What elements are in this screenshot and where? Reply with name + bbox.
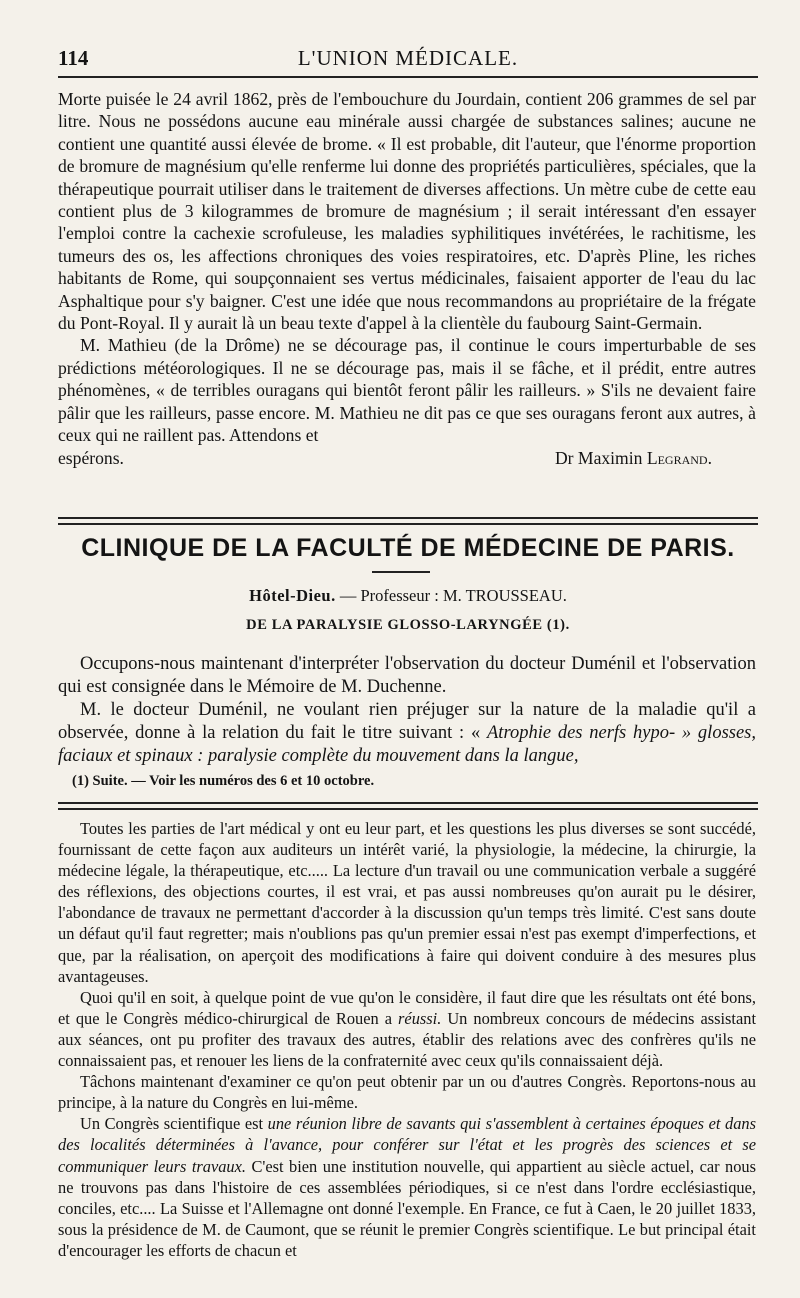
- congress-article: [58, 818, 756, 1261]
- paragraph-text: Un Congrès scientifique est: [80, 1114, 264, 1134]
- paragraph: [58, 699, 756, 768]
- page-number: 114: [58, 46, 89, 70]
- quoted-title: Atrophie des nerfs hypo- » glosses, faciaux et spinaux : paralysie complète du mouvement dans la langue,: [58, 723, 756, 766]
- signature-name: Maximin: [577, 447, 643, 468]
- footnote: (1) Suite. — Voir les numéros des 6 et 10 octobre.: [72, 773, 375, 789]
- section-divider: [58, 517, 758, 525]
- paragraph: Toutes les parties de l'art médical y ont eu leur part, et les questions les plus diverses se sont succédé, fournissant de cette façon aux auditeurs un intérêt varié, la physiologie, la médecine, la chirurgie, la médecine légale, la thérapeutique, etc..... La lecture d'un travail ou une communication verbale a suggéré des réflexions, des objections courtes, il est vrai, et pas aussi nombreuses qu'on aurait pu le désirer, l'abondance de travaux ne permettant d'accorder à la discussion qu'un temps très limité. C'est sans doute un défaut qu'il faut regretter; mais n'oublions pas qu'un premier essai n'est pas exempt d'imperfections, et que, par la réalisation, on aperçoit des modifications à faire qui doivent conduire à des mesures plus avantageuses.: [58, 819, 756, 986]
- paragraph-end: espérons.: [58, 447, 124, 468]
- paragraph: Occupons-nous maintenant d'interpréter l'observation du docteur Duménil et l'observation qui est consignée dans le Mémoire de M. Duchenne.: [58, 654, 756, 697]
- professor-name: — Professeur : M. TROUSSEAU.: [339, 586, 567, 605]
- page-header: [58, 44, 758, 76]
- signature-row: [58, 447, 756, 469]
- paragraph: [58, 1113, 756, 1261]
- title-underline: [372, 571, 430, 573]
- signature-surname: Legrand.: [646, 447, 712, 468]
- definition: une réunion libre de savants qui s'assemblent à certaines époques et dans des localités déterminées à l'avance, pour conférer sur l'état et les progrès des sciences et se communiquer leurs travaux.: [58, 1114, 756, 1176]
- hospital-name: Hôtel-Dieu.: [249, 586, 336, 605]
- paragraph: Tâchons maintenant d'examiner ce qu'on peut obtenir par un ou d'autres Congrès. Reportons-nous au principe, à la nature du Congrès en lui-même.: [58, 1072, 756, 1113]
- paragraph: [58, 987, 756, 1071]
- lecture-body: [58, 653, 756, 768]
- previous-article: [58, 88, 756, 469]
- paragraph: M. Mathieu (de la Drôme) ne se décourage pas, il continue le cours imperturbable de ses prédictions météorologiques. Il ne se décourage pas, mais il se fâche, et il prédit, entre autres phénomènes, « de terribles ouragans qui bientôt feront pâlir les railleurs. » S'ils ne devaient faire pâlir que les railleurs, passe encore. M. Mathieu ne dit pas ce que ses ouragans feront aux autres, à ceux qui ne raillent pas. Attendons et: [58, 335, 756, 446]
- paragraph-text: Quoi qu'il en soit, à quelque point de vue qu'on le considère, il faut dire que les résultats ont été bons, et que le Congrès médico-chirurgical de Rouen a: [58, 987, 756, 1028]
- header-rule: [58, 76, 758, 78]
- journal-title: L'UNION MÉDICALE.: [297, 46, 519, 70]
- signature-prefix: Dr: [554, 447, 574, 468]
- paragraph-text: Un nombreux concours de médecins assistant aux séances, ont pu profiter des travaux des autres, établir des relations avec des confrères qu'ils ne connaissaient pas, et renouer les liens de la confraternité avec ceux qu'ils connaissaient déjà.: [58, 1008, 756, 1071]
- footnote-ref: (1).: [546, 617, 570, 633]
- lecture-title-text: DE LA PARALYSIE GLOSSO-LARYNGÉE: [246, 617, 543, 633]
- author-signature: [555, 447, 712, 469]
- emphasis: réussi.: [398, 1008, 442, 1028]
- paragraph-text: M. le docteur Duménil, ne voulant rien préjuger sur la nature de la maladie qu'il a observée, donne à la relation du fait le titre suivant : «: [58, 700, 756, 743]
- footnote-divider: [58, 802, 758, 810]
- section-title: CLINIQUE DE LA FACULTÉ DE MÉDECINE DE PARIS.: [81, 534, 735, 562]
- paragraph: Morte puisée le 24 avril 1862, près de l'embouchure du Jourdain, contient 206 grammes de sel par litre. Nous ne possédons aucune eau minérale aussi chargée de substances salines; aucune ne contient une quantité aussi élevée de brome. « Il est probable, dit l'auteur, que l'énorme proportion de bromure de magnésium qu'elle renferme lui donne des propriétés particulières, spéciales, que la thérapeutique pourrait utiliser dans le traitement de diverses affections. Un mètre cube de cette eau contient plus de 3 kilogrammes de bromure de magnésium ; il serait intéressant d'en essayer l'emploi contre la cachexie scrofuleuse, les maladies syphilitiques invétérées, le rachitisme, les tumeurs des os, les affections chroniques des voies respiratoires, etc. D'après Pline, les riches habitants de Rome, qui soupçonnaient ses vertus médicinales, faisaient apporter de l'eau du lac Asphaltique pour s'y baigner. C'est une idée que nous recommandons au propriétaire de la frégate du Pont-Royal. Il y aurait là un beau texte d'appel à la clientèle du faubourg Saint-Germain.: [58, 89, 756, 334]
- lecture-title: [58, 617, 758, 634]
- hospital-line: [58, 586, 758, 606]
- paragraph-text: C'est bien une institution nouvelle, qui appartient au siècle actuel, car nous ne trouvons pas dans l'histoire de ces assemblées périodiques, si ce n'est dans l'ordre ecclésiastique, conciles, etc.... La Suisse et l'Allemagne ont donné l'exemple. En France, ce fut à Caen, le 20 juillet 1833, sous la présidence de M. de Caumont, que se réunit le premier Congrès scientifique. Le but principal était d'encourager les efforts de chacun et: [58, 1156, 757, 1260]
